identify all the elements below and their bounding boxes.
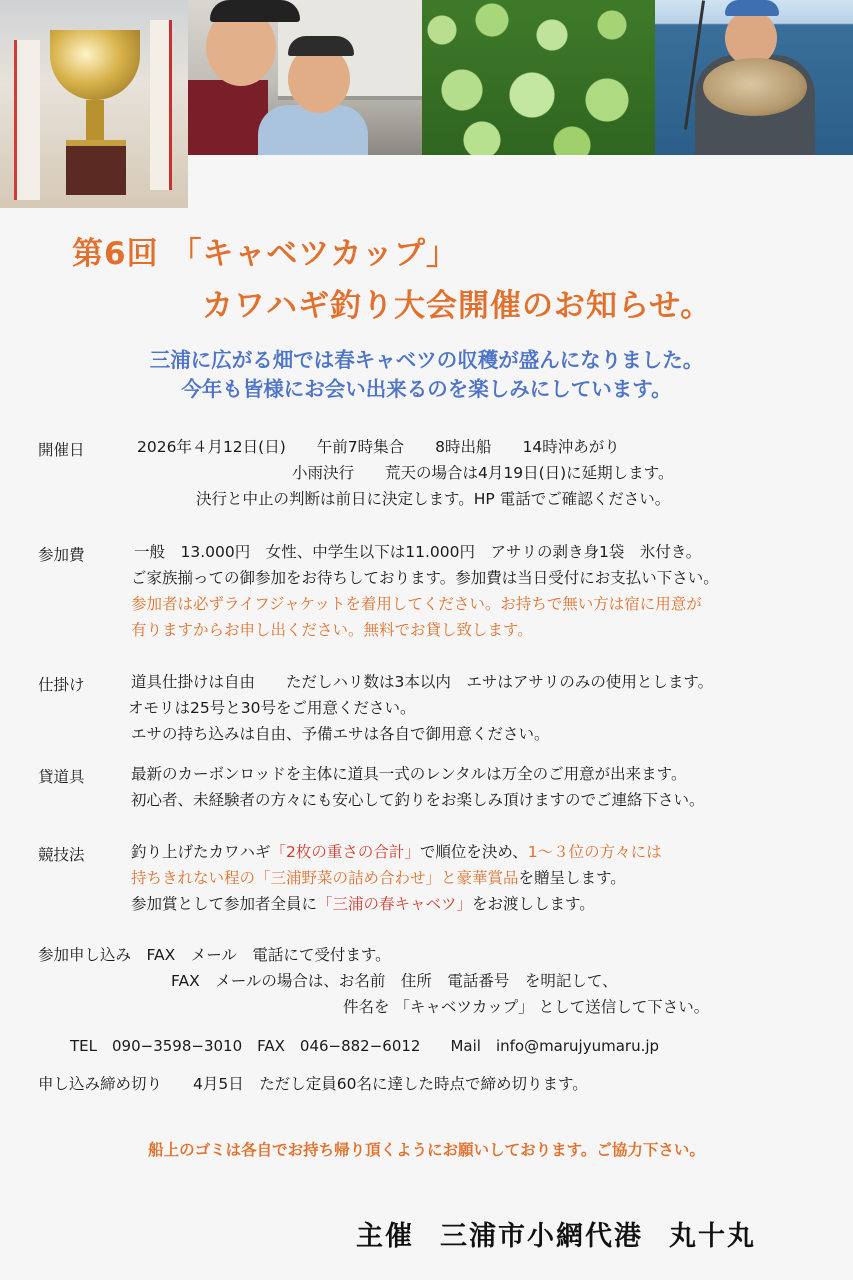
- rules-line1-text-a: 釣り上げたカワハギ: [131, 843, 271, 861]
- date-label: 開催日: [38, 441, 85, 459]
- header-photo-strip: [0, 0, 853, 208]
- rental-line2: 初心者、未経験者の方々にも安心して釣りをお楽しみ頂けますのでご連絡下さい。: [131, 791, 705, 809]
- cabbage-field-photo: [422, 0, 655, 155]
- rules-cabbage-highlight: 「三浦の春キャベツ」: [317, 895, 473, 913]
- rules-label: 競技法: [38, 846, 85, 864]
- fee-label: 参加費: [38, 546, 85, 564]
- page-title-line1: 第6回 「キャベツカップ」: [72, 236, 459, 272]
- apply-line2: FAX メールの場合は、お名前 住所 電話番号 を明記して、: [171, 972, 618, 990]
- subtitle-line1: 三浦に広がる畑では春キャベツの収穫が盛んになりました。: [149, 348, 704, 372]
- organizer-label: 主催: [356, 1221, 414, 1252]
- trophy-photo: [0, 0, 188, 208]
- rules-line2-text-b: を贈呈します。: [518, 869, 626, 887]
- apply-line1: 参加申し込み FAX メール 電話にて受付ます。: [38, 946, 391, 964]
- organizer: [356, 1214, 756, 1253]
- rules-prize-highlight: 持ちきれない程の「三浦野菜の詰め合わせ」と豪華賞品: [131, 869, 519, 887]
- tackle-line3: エサの持ち込みは自由、予備エサは各自で御用意ください。: [131, 725, 550, 743]
- rental-line1: 最新のカーボンロッドを主体に道具一式のレンタルは万全のご用意が出来ます。: [131, 765, 687, 783]
- rules-line1-text-c: で順位を決め、: [419, 843, 528, 861]
- date-line1: 2026年４月12日(日) 午前7時集合 8時出船 14時沖あがり: [137, 438, 620, 456]
- fee-line1: 一般 13.000円 女性、中学生以下は11.000円 アサリの剥き身1袋 氷付き。: [134, 543, 702, 561]
- trash-note: 船上のゴミは各自でお持ち帰り頂くようにお願いしております。ご協力下さい。: [148, 1141, 705, 1159]
- date-line3: 決行と中止の判断は前日に決定します。HP 電話でご確認ください。: [196, 490, 671, 508]
- organizer-place: 三浦市小網代港: [440, 1221, 643, 1252]
- rules-weight-highlight: 「2枚の重さの合計」: [270, 843, 420, 861]
- fee-lifejacket-line1: 参加者は必ずライフジャケットを着用してください。お持ちで無い方は宿に用意が: [131, 595, 702, 613]
- fee-line2: ご家族揃っての御参加をお待ちしております。参加費は当日受付にお支払い下さい。: [131, 569, 719, 587]
- apply-line3: 件名を 「キャベツカップ」 として送信して下さい。: [343, 998, 710, 1016]
- deadline-line: 申し込み締め切り 4月5日 ただし定員60名に達した時点で締め切ります。: [38, 1075, 588, 1093]
- rules-line3-text-c: をお渡しします。: [472, 895, 595, 913]
- rules-line3: [131, 895, 595, 914]
- tackle-line1: 道具仕掛けは自由 ただしハリ数は3本以内 エサはアサリのみの使用とします。: [131, 673, 714, 691]
- angler-with-fish-photo: [655, 0, 853, 155]
- rental-label: 貸道具: [38, 768, 85, 786]
- rules-line3-text-a: 参加賞として参加者全員に: [131, 895, 318, 913]
- rules-line2: [131, 869, 626, 888]
- anglers-photo: [188, 0, 422, 155]
- page-title-line2: カワハギ釣り大会開催のお知らせ。: [202, 288, 713, 324]
- tackle-label: 仕掛け: [38, 676, 85, 694]
- contact-info: TEL 090−3598−3010 FAX 046−882−6012 Mail info@marujyumaru.jp: [70, 1037, 660, 1055]
- subtitle-line2: 今年も皆様にお会い出来るのを楽しみにしています。: [181, 377, 672, 401]
- fee-lifejacket-line2: 有りますからお申し出ください。無料でお貸し致します。: [131, 621, 533, 639]
- organizer-name: 丸十丸: [669, 1221, 756, 1252]
- tackle-line2: オモリは25号と30号をご用意ください。: [128, 699, 416, 717]
- rules-line1: [131, 843, 662, 862]
- rules-rank-highlight: 1～３位の方々には: [527, 843, 662, 861]
- date-line2: 小雨決行 荒天の場合は4月19日(日)に延期します。: [292, 464, 674, 482]
